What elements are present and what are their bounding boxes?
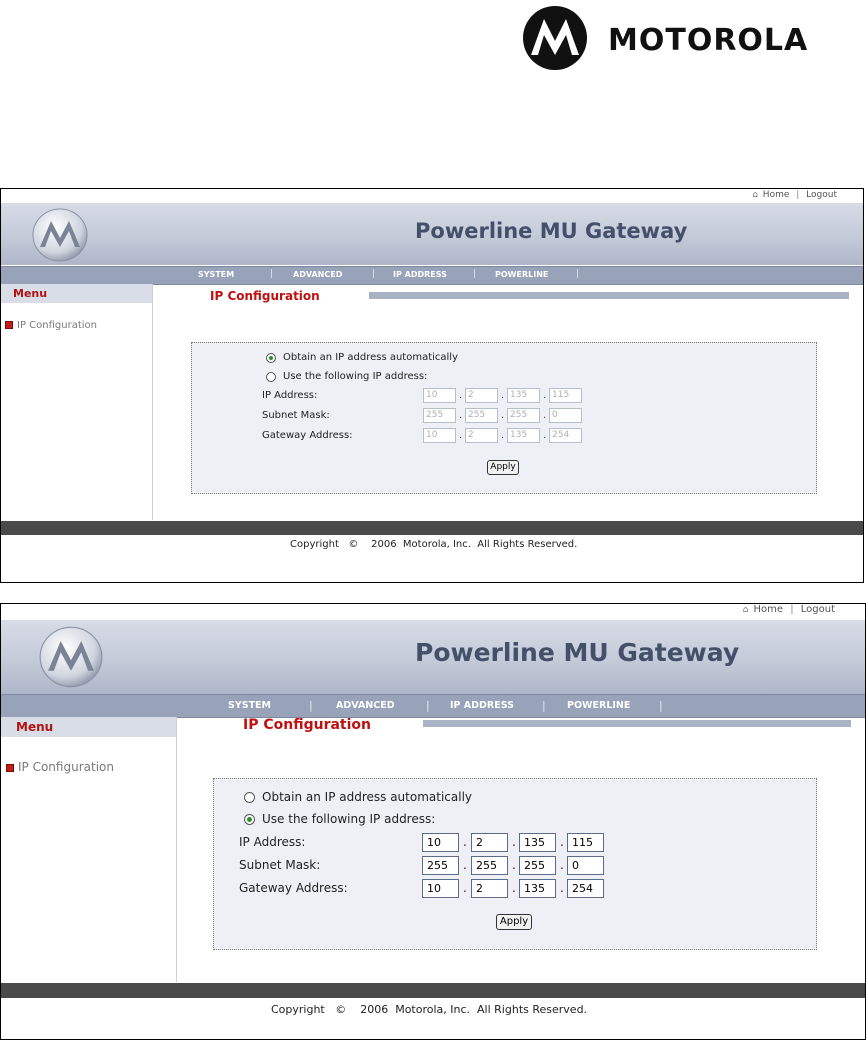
radio-use-static-label: Use the following IP address: xyxy=(262,812,436,826)
app-title: Powerline MU Gateway xyxy=(415,638,740,667)
bullet-icon xyxy=(5,321,13,329)
radio-obtain-auto-label: Obtain an IP address automatically xyxy=(283,352,459,363)
ip-config-form xyxy=(213,778,817,950)
top-links xyxy=(1,604,865,620)
nav-advanced[interactable]: ADVANCED xyxy=(293,270,343,279)
gateway-octet-2[interactable]: 2 xyxy=(465,428,498,443)
ip-address-label: IP Address: xyxy=(239,835,306,849)
mask-octet-4[interactable]: 0 xyxy=(549,408,582,423)
sidebar-item-ip-configuration[interactable] xyxy=(6,760,114,774)
radio-use-static[interactable] xyxy=(266,372,276,382)
nav-powerline[interactable]: POWERLINE xyxy=(567,700,631,711)
gateway-octet-3[interactable]: 135 xyxy=(519,879,556,898)
gateway-octet-1[interactable]: 10 xyxy=(423,428,456,443)
nav-system[interactable]: SYSTEM xyxy=(198,270,235,279)
ip-octet-1[interactable]: 10 xyxy=(423,388,456,403)
sidebar-item-ip-configuration[interactable] xyxy=(5,320,97,331)
nav-divider: | xyxy=(270,269,274,279)
ip-octet-3[interactable]: 135 xyxy=(519,833,556,852)
link-separator: | xyxy=(796,190,800,200)
subnet-mask-label: Subnet Mask: xyxy=(239,858,321,872)
nav-divider: | xyxy=(426,699,430,712)
gateway-octet-2[interactable]: 2 xyxy=(471,879,508,898)
octet-dot: . xyxy=(543,430,547,441)
menu-heading xyxy=(1,284,152,303)
title-rule xyxy=(423,720,851,727)
logout-link[interactable]: Logout xyxy=(800,604,835,615)
gateway-octet-3[interactable]: 135 xyxy=(507,428,540,443)
ip-octet-4[interactable]: 115 xyxy=(567,833,604,852)
nav-system[interactable]: SYSTEM xyxy=(228,700,271,711)
octet-dot: . xyxy=(560,835,564,849)
nav-powerline[interactable]: POWERLINE xyxy=(495,270,549,279)
ip-address-label: IP Address: xyxy=(262,390,318,401)
octet-dot: . xyxy=(501,390,505,401)
mask-octet-2[interactable]: 255 xyxy=(471,856,508,875)
gateway-octet-4[interactable]: 254 xyxy=(549,428,582,443)
octet-dot: . xyxy=(463,858,467,872)
octet-dot: . xyxy=(512,858,516,872)
octet-dot: . xyxy=(501,410,505,421)
octet-dot: . xyxy=(512,835,516,849)
menu-heading xyxy=(1,717,176,737)
main-nav xyxy=(1,266,863,285)
copyright-text: Copyright © 2006 Motorola, Inc. All Rights Reserved. xyxy=(290,539,578,550)
mask-octet-3[interactable]: 255 xyxy=(507,408,540,423)
octet-dot: . xyxy=(463,835,467,849)
octet-dot: . xyxy=(560,881,564,895)
sidebar xyxy=(1,284,153,520)
copyright-text: Copyright © 2006 Motorola, Inc. All Rights Reserved. xyxy=(271,1003,588,1016)
sidebar-item-label: IP Configuration xyxy=(17,320,97,331)
app-logo-icon xyxy=(37,625,105,689)
home-link[interactable]: Home xyxy=(762,190,790,200)
radio-obtain-auto[interactable] xyxy=(266,353,276,363)
octet-dot: . xyxy=(512,881,516,895)
mask-octet-1[interactable]: 255 xyxy=(423,408,456,423)
ip-config-form xyxy=(191,342,817,494)
app-logo-icon xyxy=(31,207,89,263)
gateway-octet-1[interactable]: 10 xyxy=(422,879,459,898)
gateway-address-label: Gateway Address: xyxy=(239,881,348,895)
nav-divider: | xyxy=(576,269,580,279)
octet-dot: . xyxy=(560,858,564,872)
ip-octet-3[interactable]: 135 xyxy=(507,388,540,403)
app-title: Powerline MU Gateway xyxy=(415,219,688,243)
ip-octet-2[interactable]: 2 xyxy=(471,833,508,852)
page-title: IP Configuration xyxy=(210,289,320,303)
radio-use-static-label: Use the following IP address: xyxy=(283,371,428,382)
page-title: IP Configuration xyxy=(243,717,371,733)
nav-advanced[interactable]: ADVANCED xyxy=(336,700,395,711)
nav-ip-address[interactable]: IP ADDRESS xyxy=(393,270,447,279)
link-separator: | xyxy=(790,604,794,615)
radio-obtain-auto-label: Obtain an IP address automatically xyxy=(262,790,473,804)
mask-octet-4[interactable]: 0 xyxy=(567,856,604,875)
nav-ip-address[interactable]: IP ADDRESS xyxy=(450,700,514,711)
octet-dot: . xyxy=(459,390,463,401)
home-icon: ⌂ xyxy=(752,190,758,200)
screenshot-panel-static xyxy=(0,603,866,1040)
bullet-icon xyxy=(6,764,14,772)
nav-divider: | xyxy=(659,699,663,712)
footer-bar xyxy=(1,983,865,998)
apply-button[interactable]: Apply xyxy=(487,460,519,475)
mask-octet-2[interactable]: 255 xyxy=(465,408,498,423)
octet-dot: . xyxy=(459,430,463,441)
screenshot-panel-auto xyxy=(0,188,864,583)
mask-octet-1[interactable]: 255 xyxy=(422,856,459,875)
radio-use-static[interactable] xyxy=(244,814,255,825)
footer-bar xyxy=(1,521,863,535)
app-header xyxy=(1,620,865,694)
title-rule xyxy=(369,292,849,299)
home-link[interactable]: Home xyxy=(753,604,783,615)
nav-divider: | xyxy=(372,269,376,279)
sidebar-item-label: IP Configuration xyxy=(18,760,114,774)
ip-octet-2[interactable]: 2 xyxy=(465,388,498,403)
nav-divider: | xyxy=(309,699,313,712)
main-nav xyxy=(1,694,865,718)
home-icon: ⌂ xyxy=(742,605,749,615)
octet-dot: . xyxy=(459,410,463,421)
ip-octet-4[interactable]: 115 xyxy=(549,388,582,403)
mask-octet-3[interactable]: 255 xyxy=(519,856,556,875)
gateway-octet-4[interactable]: 254 xyxy=(567,879,604,898)
octet-dot: . xyxy=(501,430,505,441)
nav-divider: | xyxy=(473,269,477,279)
octet-dot: . xyxy=(543,390,547,401)
subnet-mask-label: Subnet Mask: xyxy=(262,410,330,421)
menu-heading-label: Menu xyxy=(16,720,54,734)
nav-divider: | xyxy=(542,699,546,712)
apply-button[interactable]: Apply xyxy=(496,914,532,930)
menu-heading-label: Menu xyxy=(13,287,48,300)
octet-dot: . xyxy=(543,410,547,421)
gateway-address-label: Gateway Address: xyxy=(262,430,353,441)
ip-octet-1[interactable]: 10 xyxy=(422,833,459,852)
motorola-batwing-icon xyxy=(522,5,588,71)
radio-obtain-auto[interactable] xyxy=(244,792,255,803)
octet-dot: . xyxy=(463,881,467,895)
brand-name: MOTOROLA xyxy=(608,23,809,58)
app-header xyxy=(1,203,863,265)
sidebar xyxy=(1,717,177,982)
logout-link[interactable]: Logout xyxy=(806,190,837,200)
top-links xyxy=(1,189,863,203)
motorola-brand xyxy=(514,0,866,76)
